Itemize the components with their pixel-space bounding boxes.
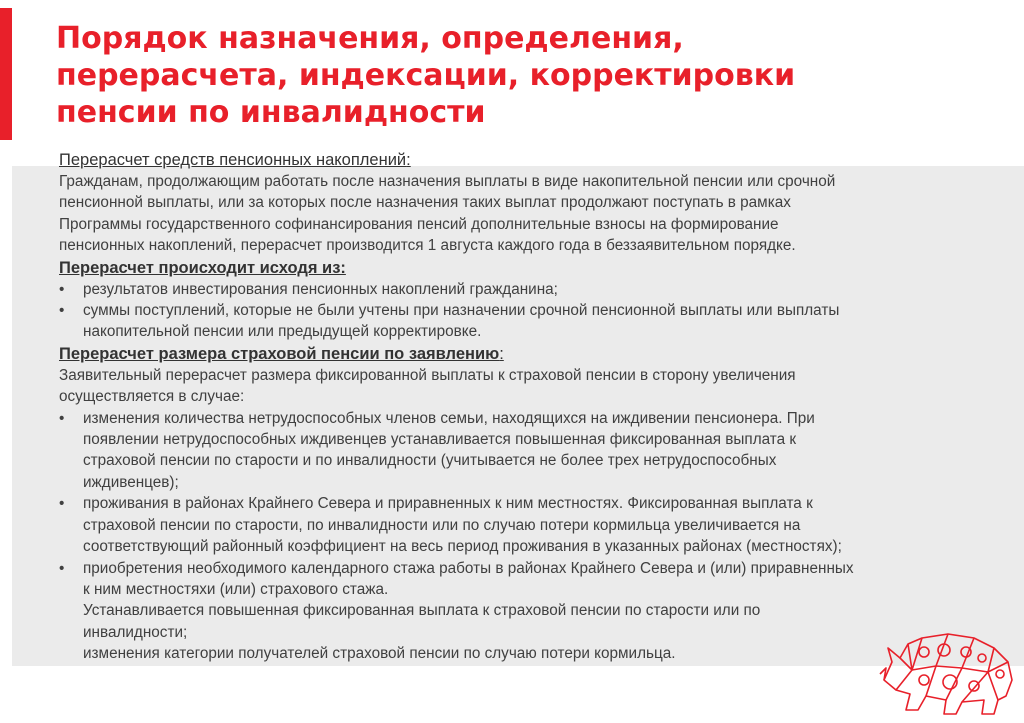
bullet-list — [59, 408, 959, 601]
paragraph-line: Гражданам, продолжающим работать после назначения выплаты в виде накопительной пенсии или срочной — [59, 173, 836, 190]
list-item: • результатов инвестирования пенсионных накоплений гражданина; — [59, 279, 959, 300]
list-item: • изменения количества нетрудоспособных членов семьи, находящихся на иждивении пенсионера. При появлении нетрудоспособных иждивенцев устанавливается повышенная фиксированная выплата к страховой пенсии по старости и по инвалидности (учитывается не более трех нетрудоспособных иждивенцев); — [59, 408, 959, 494]
title-line: перерасчета, индексации, корректировки — [56, 58, 796, 93]
paragraph-line: пенсионной выплаты, или за которых после назначения таких выплат продолжают поступать в рамках — [59, 194, 791, 212]
paragraph-line: инвалидности; — [83, 623, 188, 641]
paragraph-line: пенсионных накоплений, перерасчет производится 1 августа каждого года в беззаявительном порядке. — [59, 237, 796, 255]
paragraph-line: Устанавливается повышенная фиксированная выплата к страховой пенсии по старости или по — [83, 602, 761, 620]
accent-bar — [0, 8, 12, 140]
list-item: • проживания в районах Крайнего Севера и приравненных к ним местностях. Фиксированная выплата к страховой пенсии по старости, по инвалидности или по случаю потери кормильца увеличивается на соответствующий районный коэффициент на весь период проживания в указанных районах (местностях); — [59, 493, 959, 557]
paragraph-line: осуществляется в случае: — [59, 388, 245, 406]
paragraph-line: изменения категории получателей страховой пенсии по случаю потери кормильца. — [83, 645, 676, 663]
title-line: Порядок назначения, определения, — [56, 21, 684, 56]
content-body — [59, 149, 959, 665]
page-title — [56, 20, 956, 131]
section-heading-savings: Перерасчет средств пенсионных накоплений: — [59, 151, 411, 169]
paragraph-line: Заявительный перерасчет размера фиксированной выплаты к страховой пенсии в сторону увеличения — [59, 366, 796, 384]
list-item: • суммы поступлений, которые не были учтены при назначении срочной пенсионной выплаты или выплаты накопительной пенсии или предыдущей корректировке. — [59, 300, 959, 343]
section-heading-basis: Перерасчет происходит исходя из: — [59, 258, 346, 277]
bullet-list — [59, 279, 959, 343]
paragraph-line: Программы государственного софинансирования пенсий дополнительные взносы на формирование — [59, 215, 779, 233]
title-line: пенсии по инвалидности — [56, 95, 486, 130]
rhino-logo-icon — [878, 622, 1018, 718]
list-item: • приобретения необходимого календарного стажа работы в районах Крайнего Севера и (или) приравненных к ним местностяхи (или) страхового стажа. — [59, 558, 959, 601]
section-heading-application: Перерасчет размера страховой пенсии по заявлению: — [59, 344, 504, 363]
